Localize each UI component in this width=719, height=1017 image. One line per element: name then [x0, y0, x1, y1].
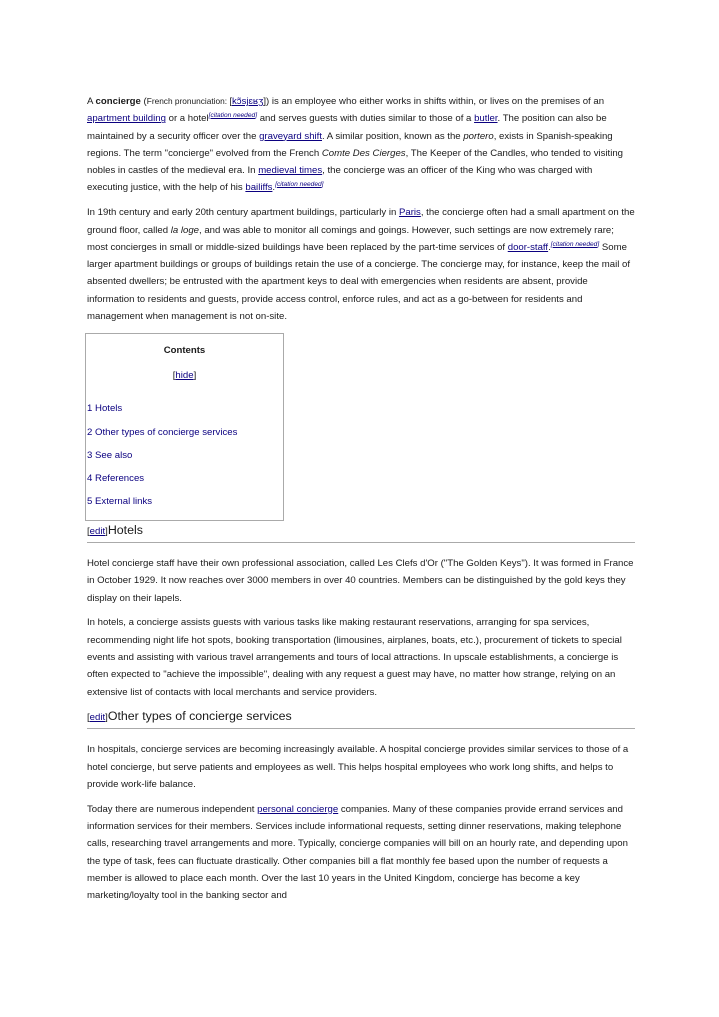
link-door-staff[interactable]: door-staff [507, 241, 549, 253]
text: . [272, 182, 276, 194]
toc-item-see-also[interactable] [86, 447, 283, 464]
text: or a hotel [165, 113, 209, 125]
text: Today there are numerous independent [87, 803, 258, 815]
text: ( [140, 96, 147, 107]
article-body [87, 93, 635, 912]
bracket: [ [87, 525, 90, 537]
toc-hide-toggle [86, 367, 283, 384]
text: , the concierge was an officer of the King who was charged with executing justice, with the help of his [87, 165, 593, 194]
toc-number: 1 [87, 403, 93, 415]
link-paris[interactable]: Paris [398, 207, 421, 219]
toc-label: Hotels [95, 403, 123, 415]
bracket: [ [172, 370, 176, 382]
section-heading-other-types [87, 708, 635, 729]
toc-title: Contents [163, 344, 206, 356]
intro-paragraph-2 [87, 204, 635, 325]
text: and serves guests with duties similar to those of a [257, 113, 475, 125]
text: . A similar position, known as the [322, 130, 464, 142]
citation-needed-2: [citation needed] [275, 181, 324, 189]
bold-term: concierge [95, 96, 141, 107]
toc-label: External links [95, 495, 153, 507]
text: , exists in Spanish-speaking regions. The term "concierge" evolved from the French [87, 130, 613, 159]
text: A [87, 96, 96, 107]
toc-item-references[interactable] [86, 470, 283, 487]
toc-label: See also [95, 449, 133, 461]
text: . The position can also be maintained by a security officer over the [87, 113, 607, 142]
text: companies. Many of these companies provide errand services and information services for their members. Services include informational requests, setting dinner reservations, making telephone calls, researching travel arrangements and more. Typically, concierge companies will bill on an hourly rate, and depending upon the type of task, fees can fluctuate drastically. Other companies bill a flat monthly fee based upon the number of requests a member is allowed to place each month. Over the last 10 years in the United Kingdom, concierge has become a key marketing/loyalty tool in the banking sector and [87, 803, 628, 902]
hotels-paragraph-2: In hotels, a concierge assists guests with various tasks like making restaurant reservations, arranging for spa services, recommending night life hot spots, booking transportation (limousines, airplanes, boats, etc.), procurement of tickets to special events and assisting with various travel arrangements and tours of local attractions. In upscale establishments, a concierge is often expected to "achieve the impossible", dealing with any request a guest may have, no matter how strange, relying on an extensive list of contacts with local merchants and service providers. [87, 617, 622, 698]
text: , and was able to monitor all comings and goings. However, such settings are now extremely rare; most concierges in small or middle-sized buildings have been replaced by the part-time services of [87, 224, 614, 253]
citation-needed-3: [citation needed] [550, 240, 600, 248]
toc-number: 2 [87, 426, 93, 438]
section-heading-hotels [87, 522, 635, 543]
link-graveyard-shift[interactable]: graveyard shift [259, 130, 322, 142]
toc-number: 3 [87, 449, 93, 461]
citation-needed-link[interactable]: citation needed [210, 112, 256, 120]
citation-needed-1: [citation needed] [208, 112, 258, 120]
hotels-paragraph-1: Hotel concierge staff have their own professional association, called Les Clefs d'Or ("The Golden Keys"). It was formed in France in October 1929. It now reaches over 3000 members in over 40 countries. Members can be distinguished by the gold keys they display on their lapels. [87, 557, 634, 604]
intro-paragraph-1 [87, 93, 635, 197]
link-butler[interactable]: butler [474, 113, 498, 125]
section-title: Hotels [107, 522, 143, 537]
link-apartment-building[interactable]: apartment building [87, 113, 166, 125]
toc-item-hotels[interactable] [86, 400, 283, 417]
section-title: Other types of concierge services [107, 709, 292, 724]
text: Some larger apartment buildings or groups of buildings retain the use of a concierge. The concierge may, for instance, keep the mail of absented dwellers; be entrusted with the apartment keys to deal with emergencies when residents are absent, provide information to residents and guests, provide access control, enforce rules, and act as a go-between for residents and management when management is not on-site. [87, 241, 631, 323]
link-personal-concierge[interactable]: personal concierge [257, 803, 339, 815]
text: , The Keeper of the Candles, who tended to visiting nobles in castles of the medieval era. In [87, 147, 624, 177]
bracket: ] [193, 370, 197, 382]
text: . [548, 241, 551, 253]
text: ) is an employee who either works in shifts within, or lives on the premises of an [266, 96, 605, 107]
edit-section [87, 712, 108, 723]
link-bailiffs[interactable]: bailiffs [245, 182, 273, 194]
pronunciation-label: French pronunciation: [146, 96, 230, 106]
bracket: [ [87, 712, 90, 724]
other-paragraph-1: In hospitals, concierge services are becoming increasingly available. A hospital concierge provides similar services to those of a hotel concierge, but serve patients and employees as well. This helps hospital employees who work long shifts, and helps to provide work-life balance. [87, 744, 629, 790]
toc-hide-link[interactable]: hide [175, 370, 194, 382]
italic-la-loge: la loge [170, 224, 200, 236]
bracket: ] [105, 525, 108, 537]
toc-label: Other types of concierge services [95, 426, 238, 438]
toc-item-other-types[interactable] [86, 424, 283, 441]
toc-item-external-links[interactable] [86, 493, 283, 510]
ipa-open-bracket: [ [229, 96, 232, 107]
citation-needed-link[interactable]: citation needed [552, 240, 598, 248]
text: In 19th century and early 20th century apartment buildings, particularly in [87, 207, 399, 219]
edit-section [87, 526, 108, 537]
toc-label: References [95, 472, 145, 484]
edit-link[interactable]: edit [89, 525, 106, 537]
bracket: ] [105, 712, 108, 724]
ipa-close-bracket: ] [263, 96, 266, 107]
toc-number: 4 [87, 472, 93, 484]
table-of-contents [85, 333, 284, 521]
text: , the concierge often had a small apartment on the ground floor, called [87, 207, 635, 236]
ipa-link[interactable]: kɔ̃sjɛʁʒ [231, 96, 264, 107]
toc-number: 5 [87, 495, 93, 507]
link-medieval-times[interactable]: medieval times [258, 165, 323, 177]
italic-portero: portero [463, 130, 494, 142]
other-paragraph-2 [87, 801, 635, 905]
italic-comte: Comte Des Cierges [321, 147, 406, 159]
edit-link[interactable]: edit [89, 712, 106, 724]
citation-needed-link[interactable]: citation needed [276, 181, 322, 189]
